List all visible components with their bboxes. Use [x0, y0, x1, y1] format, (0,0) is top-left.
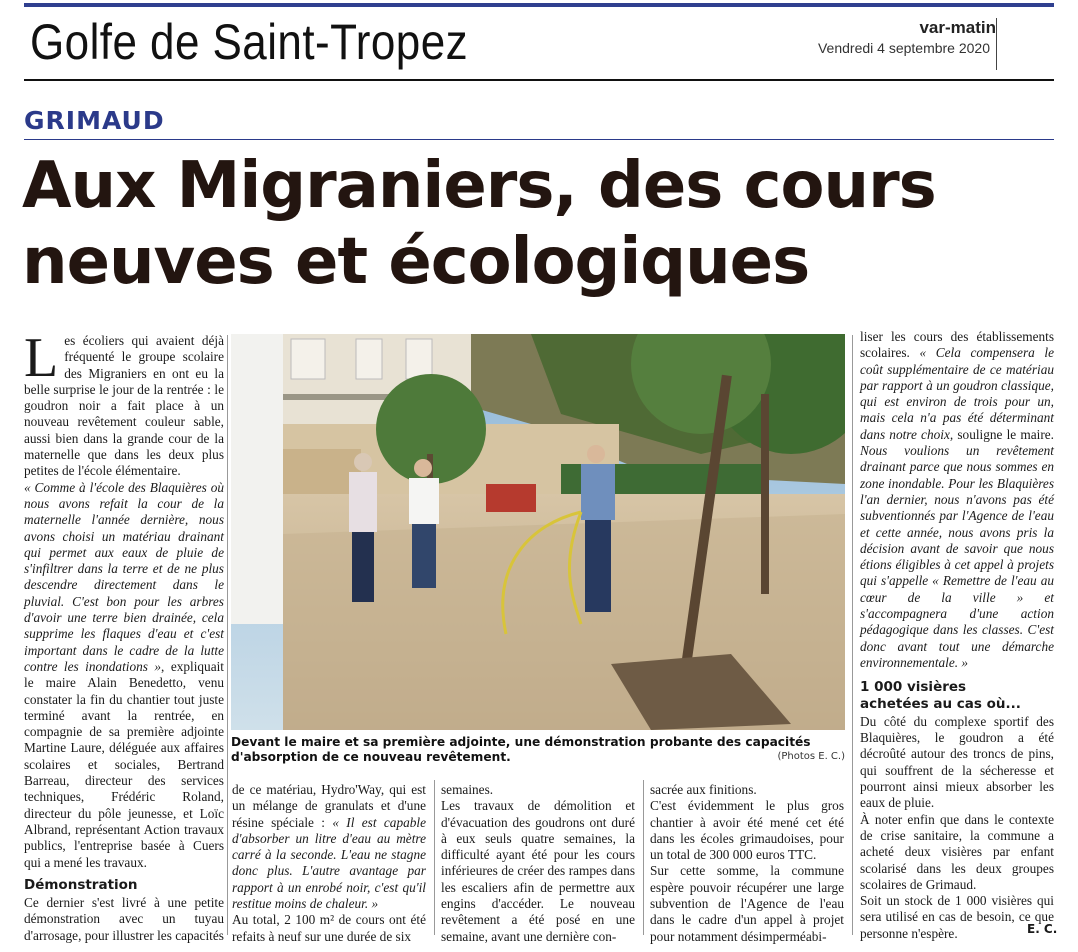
dropcap: L	[24, 327, 59, 389]
column-rule	[227, 335, 228, 935]
kicker-rule	[24, 139, 1054, 140]
paragraph: liser les cours des établissements scolaires. « Cela compensera le coût supplémentaire de ce matériau par rapport à un goudron classique, qui est environ de trois pour un, mais cela n'a pas été déterminant dans notre choix, souligne le maire. Nous voulions un revêtement drainant parce que nous sommes en zone inondable. Pour les Blaquières l'an dernier, nous n'avons pas été subventionnés par l'Agence de l'eau et cette année, nous avons pris la décision avant de savoir que nous étions éligibles à cet appel à projets qui s'appelle « Remettre de l'eau au cœur de la ville » et s'accompagnera d'une action pédagogique dans les classes. C'est donc avant tout une démarche environnementale. »	[860, 329, 1054, 670]
paragraph: Sur cette somme, la commune espère pouvoir récupérer une large subvention de l'Agence de l'eau dans le cadre d'un appel à projet pour notamment désimperméabi-	[650, 863, 844, 944]
article-column-4	[650, 782, 844, 945]
subhead: Démonstration	[24, 876, 138, 893]
publication-date: Vendredi 4 septembre 2020	[817, 40, 990, 56]
photo-caption: Devant le maire et sa première adjointe, une démonstration probante des capacités d'absorption de ce nouveau revêtement.	[231, 735, 811, 764]
schoolyard-photo	[231, 334, 845, 730]
paragraph: Soit un stock de 1 000 visières qui sera utilisé en cas de besoin, ce que personne n'espère.	[860, 893, 1054, 941]
paragraph: de ce matériau, Hydro'Way, qui est un mélange de granulats et d'une résine spéciale : « Il est capable d'absorber un litre d'eau au mètre carré à la seconde. L'eau ne stagne donc plus. L'autre avantage par rapport à un enrobé noir, c'est qu'il restitue moins de chaleur. »	[232, 782, 426, 912]
paragraph: Ce dernier s'est livré à une petite démonstration avec un tuyau d'arrosage, pour illustrer les capacités	[24, 895, 224, 943]
paragraph: Du côté du complexe sportif des Blaquières, le goudron a été décroûté autour des troncs de pins, qui souffrent de la sécheresse et pourront ainsi mieux absorber les eaux de pluie.	[860, 713, 1054, 811]
top-accent-bar	[24, 3, 1054, 7]
article-photo	[231, 334, 845, 730]
paragraph: Les écoliers qui avaient déjà fréquenté le groupe scolaire des Migraniers en ont eu la belle surprise le jour de la rentrée : le goudron noir a fait place à un nouveau revêtement couleur sable, aussi bien dans la grande cour de la maternelle que dans les deux plus petites de l'école élémentaire.	[24, 327, 224, 479]
article-column-5	[860, 329, 1054, 942]
header-divider	[996, 18, 997, 70]
column-rule	[434, 780, 435, 935]
person-adjointe	[349, 453, 377, 602]
paragraph: « Comme à l'école des Blaquières où nous avons refait la cour de la maternelle l'année dernière, nous avons choisi un matériau drainant qui permet aux eaux de pluie de s'infiltrer dans la terre et de ne plus descendre directement dans le pluvial. C'est bon pour les arbres d'avoir une terre bien drainée, cela supprime les flaques d'eau et c'est important dans le cadre de la lutte contre les inondations », expliquait le maire Alain Benedetto, venu constater la fin du chantier tout juste terminé avant la rentrée, en compagnie de sa première adjointe Martine Laure, déléguée aux affaires scolaires et sociales, Bertrand Barreau, directeur des services techniques, Frédéric Roland, directeur du pôle jeunesse, et Loïc Albrand, représentant Action travaux publics, l'entreprise basée à Cuers qui a mené les travaux.	[24, 479, 224, 870]
paragraph: semaines.	[441, 782, 494, 797]
kicker-location: GRIMAUD	[24, 106, 165, 135]
headline-line-2: neuves et écologiques	[22, 225, 810, 299]
paragraph: Les travaux de démolition et d'évacuation des goudrons ont duré à eux seuls quatre semaines, la difficulté ayant été pour les cours inférieures de créer des rampes dans les escaliers afin de permettre aux engins d'accéder. Le nouveau revêtement a été posé en une semaine, avant une dernière con-	[441, 798, 635, 944]
column-rule	[643, 780, 644, 935]
author-signature: E. C.	[1027, 922, 1058, 936]
paragraph: À noter enfin que dans le contexte de crise sanitaire, la commune a acheté deux visières par enfant scolarisé dans les deux groupes scolaires de Grimaud.	[860, 811, 1054, 892]
subhead: 1 000 visières achetées au cas où...	[860, 679, 1021, 712]
photo-credit: (Photos E. C.)	[777, 751, 845, 762]
article-column-2	[232, 782, 426, 945]
header-rule	[24, 79, 1054, 81]
paragraph: Au total, 2 100 m² de cours ont été refaits à neuf sur une durée de six	[232, 912, 426, 944]
person-demonstrator	[581, 445, 615, 612]
newspaper-name: var-matin	[919, 18, 996, 37]
person-maire	[409, 459, 439, 588]
paragraph: C'est évidemment le plus gros chantier à avoir été mené cet été dans les écoles grimaudoises, pour un total de 300 000 euros TTC.	[650, 798, 844, 863]
paragraph: sacrée aux finitions.	[650, 782, 757, 797]
article-column-3	[441, 782, 635, 945]
column-rule	[852, 335, 853, 935]
article-column-1	[24, 327, 224, 944]
headline-line-1: Aux Migraniers, des cours	[22, 149, 936, 223]
headline	[22, 148, 1062, 300]
section-title: Golfe de Saint-Tropez	[30, 14, 469, 70]
